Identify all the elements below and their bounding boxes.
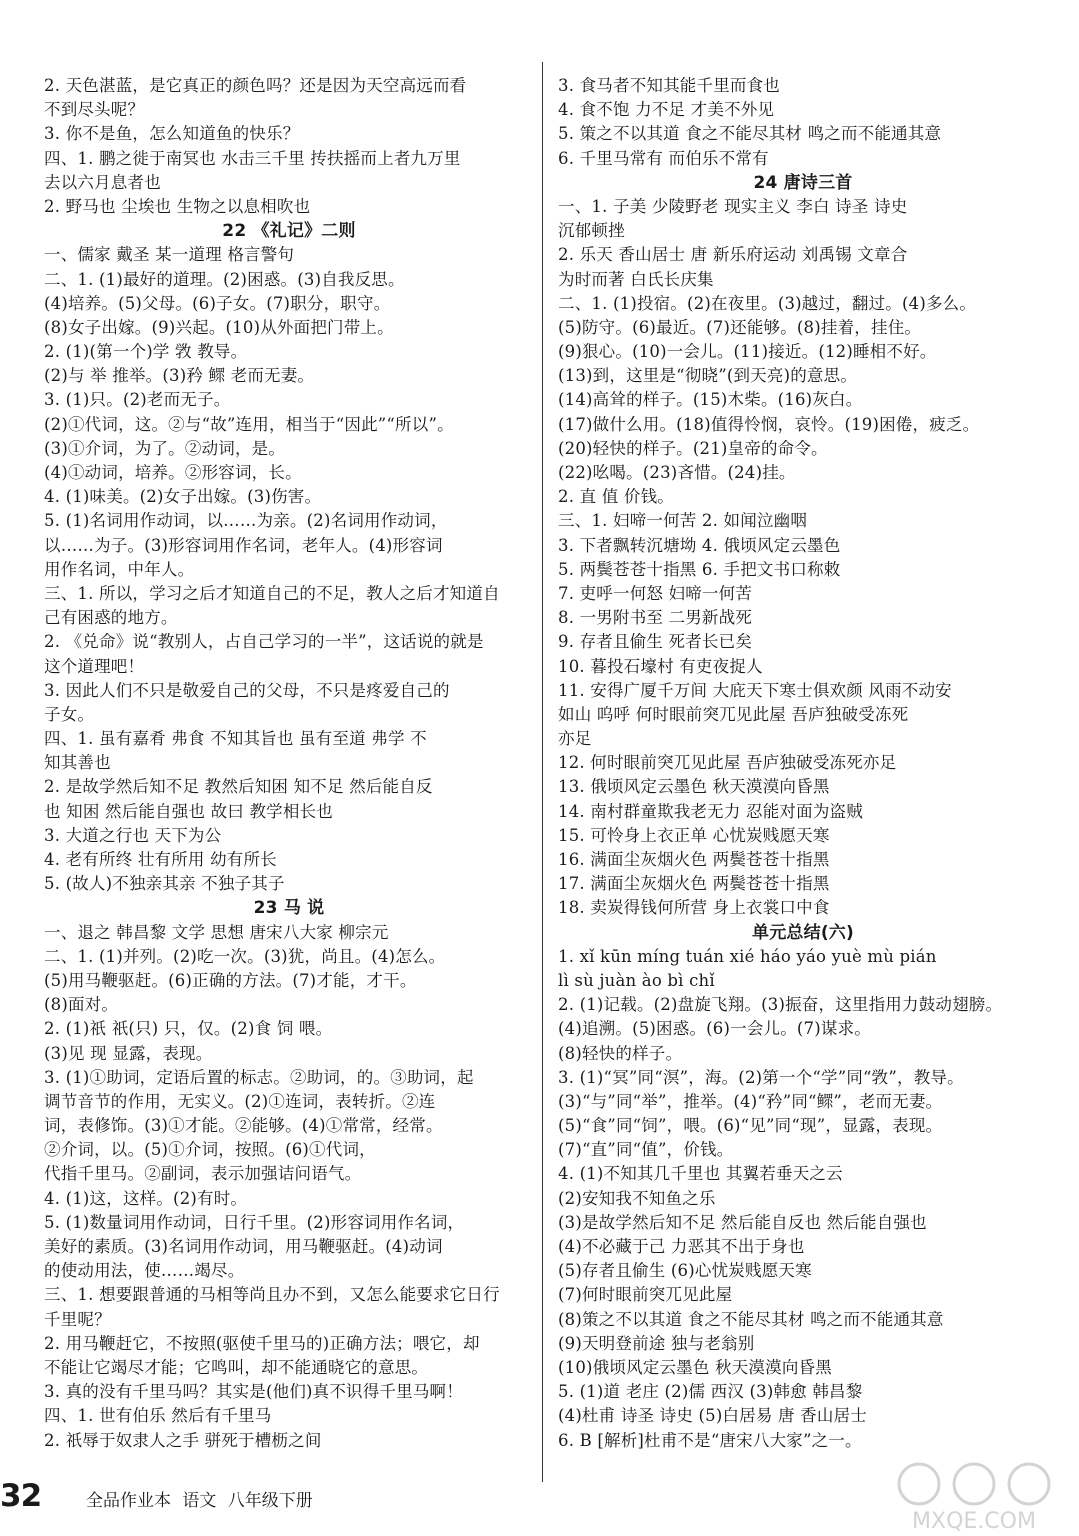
- answer-line: 3. (1)①助词，定语后置的标志。②助词，的。③助词，起: [44, 1067, 474, 1087]
- answer-line: 5. 策之不以其道 食之不能尽其材 鸣之而不能通其意: [558, 124, 942, 144]
- answer-line: 2. 用马鞭赶它，不按照(驱使千里马的)正确方法；喂它，却: [44, 1333, 480, 1353]
- answer-line: (5)用马鞭驱赶。(6)正确的方法。(7)才能，才干。: [44, 970, 417, 990]
- answer-line: 一、儒家 戴圣 某一道理 格言警句: [44, 245, 295, 265]
- answer-line: 5. (1)数量词用作动词，日行千里。(2)形容词用作名词，: [44, 1212, 465, 1232]
- answer-line: 调节音节的作用，无实义。(2)①连词，表转折。②连: [44, 1091, 436, 1111]
- right-column: [558, 74, 1048, 1453]
- answer-line: 三、1. 妇啼一何苦 2. 如闻泣幽咽: [558, 511, 808, 531]
- section-heading: 23 马 说: [253, 898, 325, 919]
- answer-line: (22)吆喝。(23)吝惜。(24)挂。: [558, 463, 796, 482]
- answer-line: 四、1. 世有伯乐 然后有千里马: [44, 1406, 272, 1426]
- answer-line: 2. 祇辱于奴隶人之手 骈死于槽枥之间: [44, 1430, 322, 1450]
- answer-line: 17. 满面尘灰烟火色 两鬓苍苍十指黑: [558, 874, 830, 894]
- answer-line: 1. xǐ kūn míng tuán xié háo yáo yuè mù pián: [558, 946, 937, 966]
- answer-line: 代指千里马。②副词，表示加强诘问语气。: [44, 1164, 362, 1184]
- answer-line: (3)见 现 显露，表现。: [44, 1043, 213, 1063]
- answer-line: 3. 大道之行也 天下为公: [44, 825, 222, 845]
- answer-line: (13)到，这里是“彻晓”(到天亮)的意思。: [558, 366, 858, 386]
- answer-line: 8. 一男附书至 二男新战死: [558, 608, 753, 628]
- left-column: [44, 74, 534, 1453]
- answer-line: 词，表修饰。(3)①才能。②能够。(4)①常常，经常。: [44, 1116, 443, 1136]
- answer-line: 6. 千里马常有 而伯乐不常有: [558, 148, 769, 168]
- answer-line: 2. (1)(第一个)学 敩 教导。: [44, 342, 248, 362]
- answer-line: 二、1. (1)并列。(2)吃一次。(3)犹，尚且。(4)怎么。: [44, 946, 446, 966]
- answer-line: (8)轻快的样子。: [558, 1043, 683, 1063]
- answer-line: 3. (1)“冥”同“溟”，海。(2)第一个“学”同“敩”，教导。: [558, 1067, 964, 1087]
- answer-line: 2. (1)祇 祇(只) 只，仅。(2)食 饲 喂。: [44, 1019, 333, 1039]
- answer-line: 7. 吏呼一何怒 妇啼一何苦: [558, 583, 753, 603]
- answer-line: 18. 卖炭得钱何所营 身上衣裳口中食: [558, 898, 830, 918]
- answer-line: 亦足: [558, 729, 592, 749]
- answer-line: 9. 存者且偷生 死者长已矣: [558, 632, 753, 652]
- answer-line: lì sù juàn ào bì chǐ: [558, 970, 715, 990]
- answer-line: 去以六月息者也: [44, 172, 161, 192]
- answer-line: (17)做什么用。(18)值得怜悯，哀怜。(19)困倦，疲乏。: [558, 414, 980, 434]
- book-info: 全品作业本 语文 八年级下册: [86, 1491, 313, 1511]
- answer-line: (3)“与”同“举”，推举。(4)“矜”同“鳏”，老而无妻。: [558, 1091, 943, 1111]
- answer-line: 16. 满面尘灰烟火色 两鬓苍苍十指黑: [558, 850, 830, 869]
- answer-line: 15. 可怜身上衣正单 心忧炭贱愿天寒: [558, 825, 830, 845]
- answer-line: 5. (1)道 老庄 (2)儒 西汉 (3)韩愈 韩昌黎: [558, 1382, 863, 1402]
- watermark-logo: [879, 1456, 1069, 1536]
- answer-line: 3. (1)只。(2)老而无子。: [44, 390, 231, 410]
- answer-line: 14. 南村群童欺我老无力 忍能对面为盗贼: [558, 801, 863, 821]
- answer-line: 2. (1)记载。(2)盘旋飞翔。(3)振奋，这里指用力鼓动翅膀。: [558, 995, 1003, 1015]
- answer-line: 千里呢？: [44, 1309, 111, 1329]
- section-heading: 22 《礼记》二则: [222, 221, 356, 242]
- answer-line: (3)①介词，为了。②动词，是。: [44, 438, 286, 458]
- answer-line: 5. (1)名词用作动词，以……为亲。(2)名词用作动词，: [44, 511, 448, 531]
- answer-line: 11. 安得广厦千万间 大庇天下寒士俱欢颜 风雨不动安: [558, 680, 952, 700]
- answer-line: 5. (故人)不独亲其亲 不独子其子: [44, 874, 285, 894]
- answer-line: (9)狠心。(10)一会儿。(11)接近。(12)睡相不好。: [558, 342, 937, 362]
- answer-line: 四、1. 虽有嘉肴 弗食 不知其旨也 虽有至道 弗学 不: [44, 729, 427, 749]
- page-number: 32: [0, 1478, 42, 1514]
- answer-line: 3. 食马者不知其能千里而食也: [558, 76, 780, 95]
- page-footer: [0, 1478, 600, 1518]
- answer-line: 用作名词，中年人。: [44, 559, 195, 579]
- answer-line: 3. 真的没有千里马吗？其实是(他们)真不识得千里马啊！: [44, 1382, 463, 1402]
- answer-line: 2. 野马也 尘埃也 生物之以息相吹也: [44, 196, 311, 216]
- answer-line: 三、1. 所以，学习之后才知道自己的不足，教人之后才知道自: [44, 583, 500, 603]
- answer-line: (8)女子出嫁。(9)兴起。(10)从外面把门带上。: [44, 317, 394, 337]
- answer-line: 一、退之 韩昌黎 文学 思想 唐宋八大家 柳宗元: [44, 922, 389, 942]
- answer-line: 6. B [解析]杜甫不是“唐宋八大家”之一。: [558, 1430, 862, 1450]
- answer-line: 3. 因此人们不只是敬爱自己的父母，不只是疼爱自己的: [44, 680, 450, 700]
- answer-line: (8)策之不以其道 食之不能尽其材 鸣之而不能通其意: [558, 1309, 944, 1329]
- answer-line: (7)“直”同“值”，价钱。: [558, 1140, 734, 1160]
- answer-line: 3. 下者飘转沉塘坳 4. 俄顷风定云墨色: [558, 535, 841, 555]
- answer-line: (20)轻快的样子。(21)皇帝的命令。: [558, 438, 828, 458]
- answer-line: 10. 暮投石壕村 有吏夜捉人: [558, 656, 763, 676]
- answer-line: (14)高耸的样子。(15)木柴。(16)灰白。: [558, 390, 863, 410]
- answer-line: 4. 老有所终 壮有所用 幼有所长: [44, 850, 277, 869]
- answer-line: (10)俄顷风定云墨色 秋天漠漠向昏黑: [558, 1357, 832, 1377]
- answer-line: 4. 食不饱 力不足 才美不外见: [558, 100, 775, 120]
- answer-line: 一、1. 子美 少陵野老 现实主义 李白 诗圣 诗史: [558, 196, 908, 216]
- answer-line: 知其善也: [44, 753, 111, 773]
- answer-line: 不能让它竭尽才能；它鸣叫，却不能通晓它的意思。: [44, 1357, 429, 1377]
- answer-line: 沉郁顿挫: [558, 221, 625, 241]
- answer-line: (4)杜甫 诗圣 诗史 (5)白居易 唐 香山居士: [558, 1406, 867, 1426]
- answer-line: 也 知困 然后能自强也 故曰 教学相长也: [44, 801, 333, 821]
- answer-line: (4)追溯。(5)困惑。(6)一会儿。(7)谋求。: [558, 1019, 871, 1039]
- answer-line: 如山 呜呼 何时眼前突兀见此屋 吾庐独破受冻死: [558, 704, 909, 724]
- answer-line: 不到尽头呢？: [44, 100, 145, 120]
- answer-line: (5)“食”同“饲”，喂。(6)“见”同“现”，显露，表现。: [558, 1116, 943, 1136]
- answer-line: 的使动用法，使……竭尽。: [44, 1261, 245, 1281]
- answer-line: 这个道理吧！: [44, 656, 145, 676]
- answer-line: 己有困惑的地方。: [44, 608, 178, 628]
- answer-line: (2)与 举 推举。(3)矜 鳏 老而无妻。: [44, 366, 315, 386]
- answer-line: 12. 何时眼前突兀见此屋 吾庐独破受冻死亦足: [558, 753, 897, 773]
- answer-line: (2)①代词，这。②与“故”连用，相当于“因此”“所以”。: [44, 414, 454, 434]
- answer-line: ②介词，以。(5)①介词，按照。(6)①代词，: [44, 1140, 376, 1160]
- answer-line: 4. (1)这，这样。(2)有时。: [44, 1188, 248, 1208]
- answer-line: 3. 你不是鱼，怎么知道鱼的快乐？: [44, 124, 300, 144]
- section-heading: 单元总结(六): [752, 922, 854, 943]
- answer-line: (2)安知我不知鱼之乐: [558, 1188, 716, 1208]
- answer-line: (3)是故学然后知不足 然后能自反也 然后能自强也: [558, 1212, 927, 1232]
- answer-line: 2. 乐天 香山居士 唐 新乐府运动 刘禹锡 文章合: [558, 245, 908, 265]
- answer-line: 二、1. (1)投宿。(2)在夜里。(3)越过，翻过。(4)多么。: [558, 293, 977, 313]
- answer-line: (5)防守。(6)最近。(7)还能够。(8)挂着，挂住。: [558, 317, 922, 337]
- answer-line: 2. 《兑命》说“教别人，占自己学习的一半”，这话说的就是: [44, 632, 484, 652]
- answer-line: (4)①动词，培养。②形容词，长。: [44, 463, 302, 482]
- answer-line: 二、1. (1)最好的道理。(2)困惑。(3)自我反思。: [44, 269, 405, 289]
- answer-line: (8)面对。: [44, 995, 119, 1015]
- answer-line: 子女。: [44, 704, 95, 724]
- answer-line: (9)天明登前途 独与老翁别: [558, 1333, 755, 1353]
- answer-line: 4. (1)不知其几千里也 其翼若垂天之云: [558, 1164, 843, 1184]
- answer-line: (7)何时眼前突兀见此屋: [558, 1285, 733, 1305]
- answer-line: 2. 天色湛蓝，是它真正的颜色吗？还是因为天空高远而看: [44, 76, 467, 95]
- answer-line: (5)存者且偷生 (6)心忧炭贱愿天寒: [558, 1261, 812, 1281]
- answer-line: 四、1. 鹏之徙于南冥也 水击三千里 抟扶摇而上者九万里: [44, 148, 461, 168]
- answer-line: (4)培养。(5)父母。(6)子女。(7)职分，职守。: [44, 293, 391, 313]
- answer-line: 2. 是故学然后知不足 教然后知困 知不足 然后能自反: [44, 777, 433, 797]
- answer-line: 三、1. 想要跟普通的马相等尚且办不到，又怎么能要求它日行: [44, 1285, 500, 1305]
- section-heading: 24 唐诗三首: [753, 172, 853, 193]
- watermark-text: MXQE.COM: [912, 1509, 1036, 1534]
- answer-line: 13. 俄顷风定云墨色 秋天漠漠向昏黑: [558, 777, 830, 797]
- answer-line: 5. 两鬓苍苍十指黑 6. 手把文书口称敕: [558, 559, 841, 579]
- column-divider: [542, 62, 543, 1482]
- answer-line: 以……为子。(3)形容词用作名词，老年人。(4)形容词: [44, 535, 443, 555]
- answer-line: 2. 直 值 价钱。: [558, 487, 674, 507]
- answer-line: (4)不必藏于己 力恶其不出于身也: [558, 1237, 805, 1256]
- answer-line: 美好的素质。(3)名词用作动词，用马鞭驱赶。(4)动词: [44, 1237, 443, 1256]
- answer-line: 4. (1)味美。(2)女子出嫁。(3)伤害。: [44, 487, 322, 507]
- answer-line: 为时而著 白氏长庆集: [558, 269, 714, 289]
